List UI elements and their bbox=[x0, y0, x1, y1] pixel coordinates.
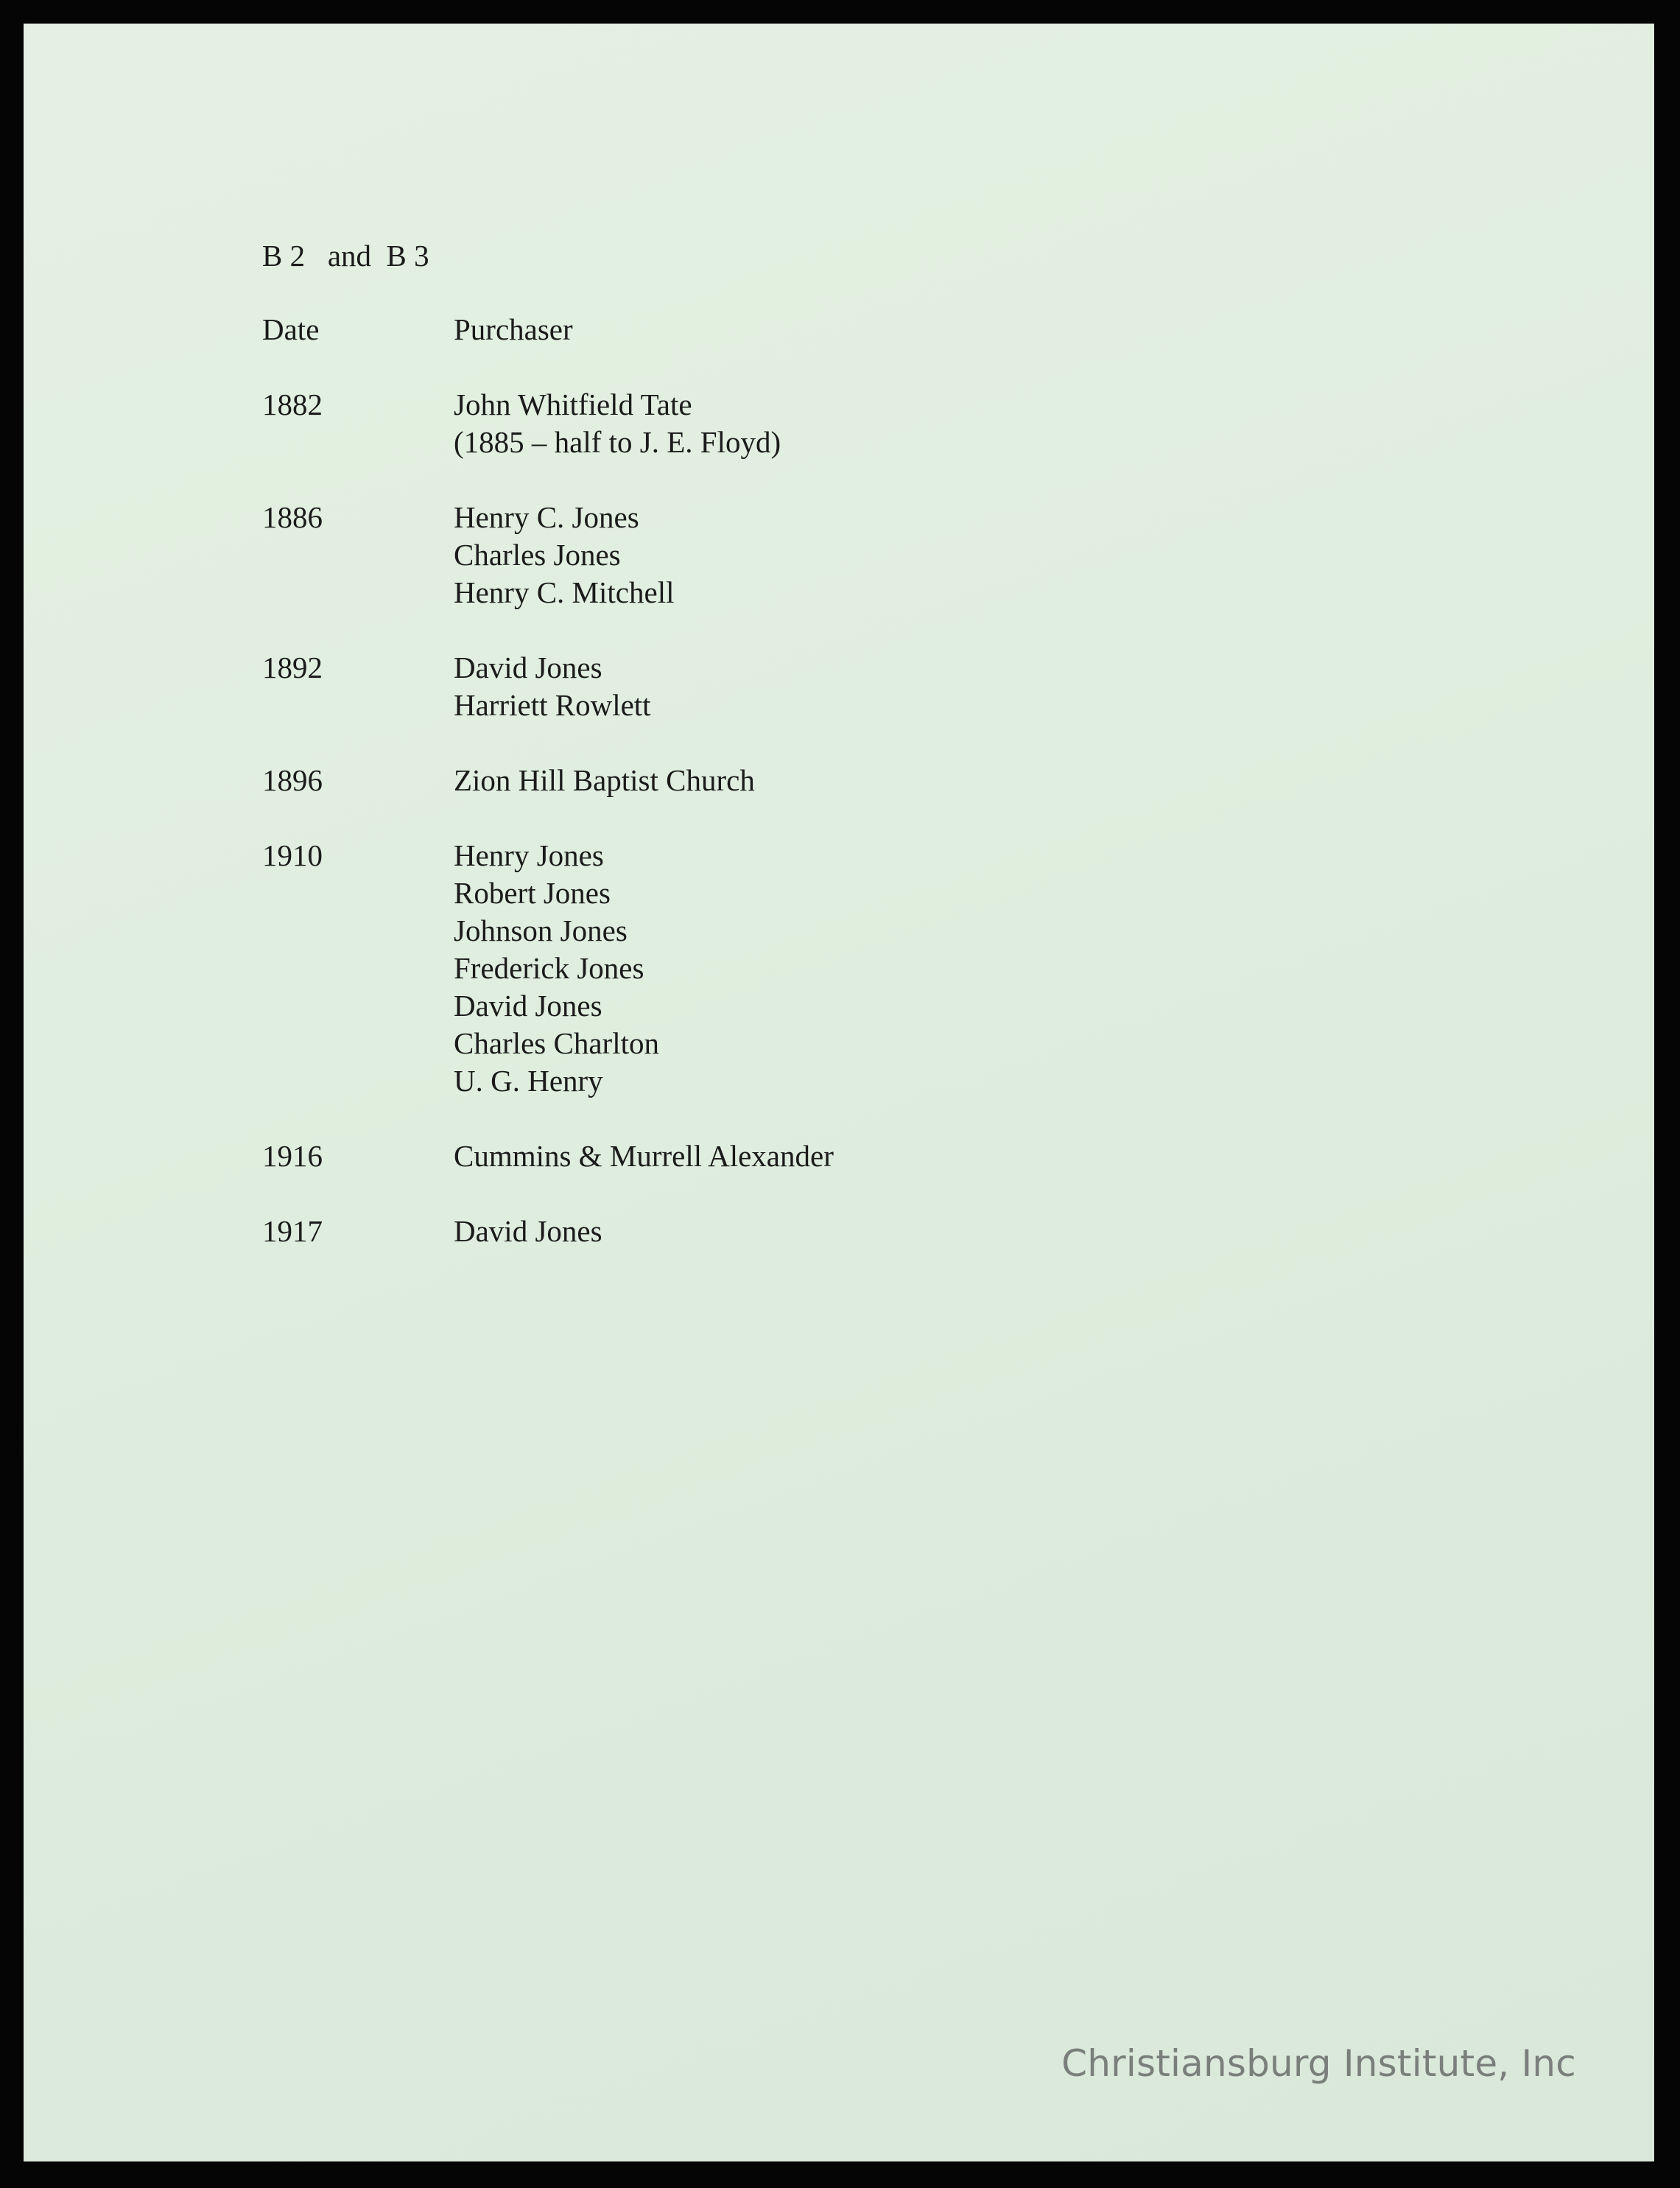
purchaser-name: David Jones bbox=[454, 989, 602, 1023]
purchaser-name: Henry C. Mitchell bbox=[454, 575, 675, 609]
entry-purchasers bbox=[454, 649, 651, 724]
document-body bbox=[262, 237, 834, 1250]
entry-1916 bbox=[262, 1137, 834, 1175]
purchaser-name: David Jones bbox=[454, 1214, 602, 1248]
entry-1882 bbox=[262, 386, 834, 461]
entry-date: 1896 bbox=[262, 763, 323, 797]
entry-date: 1892 bbox=[262, 651, 323, 684]
document-page bbox=[24, 24, 1654, 2161]
purchaser-name: Zion Hill Baptist Church bbox=[454, 763, 755, 797]
entry-purchasers bbox=[454, 1137, 834, 1175]
purchaser-column-header: Purchaser bbox=[454, 312, 573, 346]
entry-1917 bbox=[262, 1213, 834, 1250]
entry-purchasers bbox=[454, 499, 674, 611]
entry-date: 1910 bbox=[262, 838, 323, 872]
entry-1910 bbox=[262, 837, 834, 1100]
document-heading: B 2 and B 3 bbox=[262, 239, 429, 273]
purchaser-name: Charles Jones bbox=[454, 538, 621, 572]
watermark: Christiansburg Institute, Inc bbox=[1061, 2042, 1576, 2085]
purchaser-name: Charles Charlton bbox=[454, 1026, 659, 1060]
entry-purchasers bbox=[454, 837, 659, 1100]
purchaser-note: (1885 – half to J. E. Floyd) bbox=[454, 425, 781, 459]
entry-purchasers bbox=[454, 762, 755, 799]
entry-date: 1882 bbox=[262, 388, 323, 421]
purchaser-name: Henry C. Jones bbox=[454, 500, 639, 534]
purchaser-name: Henry Jones bbox=[454, 838, 604, 872]
purchaser-name: Johnson Jones bbox=[454, 914, 628, 947]
entry-date: 1916 bbox=[262, 1139, 323, 1173]
purchaser-name: Cummins & Murrell Alexander bbox=[454, 1139, 834, 1173]
entry-date: 1886 bbox=[262, 500, 323, 534]
purchaser-name: Harriett Rowlett bbox=[454, 688, 651, 722]
entry-1886 bbox=[262, 499, 834, 611]
entry-purchasers bbox=[454, 386, 781, 461]
purchaser-name: John Whitfield Tate bbox=[454, 388, 692, 421]
purchaser-name: U. G. Henry bbox=[454, 1064, 603, 1098]
entry-1896 bbox=[262, 762, 834, 799]
date-column-header: Date bbox=[262, 312, 320, 346]
entry-date: 1917 bbox=[262, 1214, 323, 1248]
entry-purchasers bbox=[454, 1213, 602, 1250]
column-header-row bbox=[262, 311, 834, 348]
purchaser-name: Frederick Jones bbox=[454, 951, 644, 985]
entry-1892 bbox=[262, 649, 834, 724]
purchaser-name: Robert Jones bbox=[454, 876, 611, 910]
purchaser-name: David Jones bbox=[454, 651, 602, 684]
